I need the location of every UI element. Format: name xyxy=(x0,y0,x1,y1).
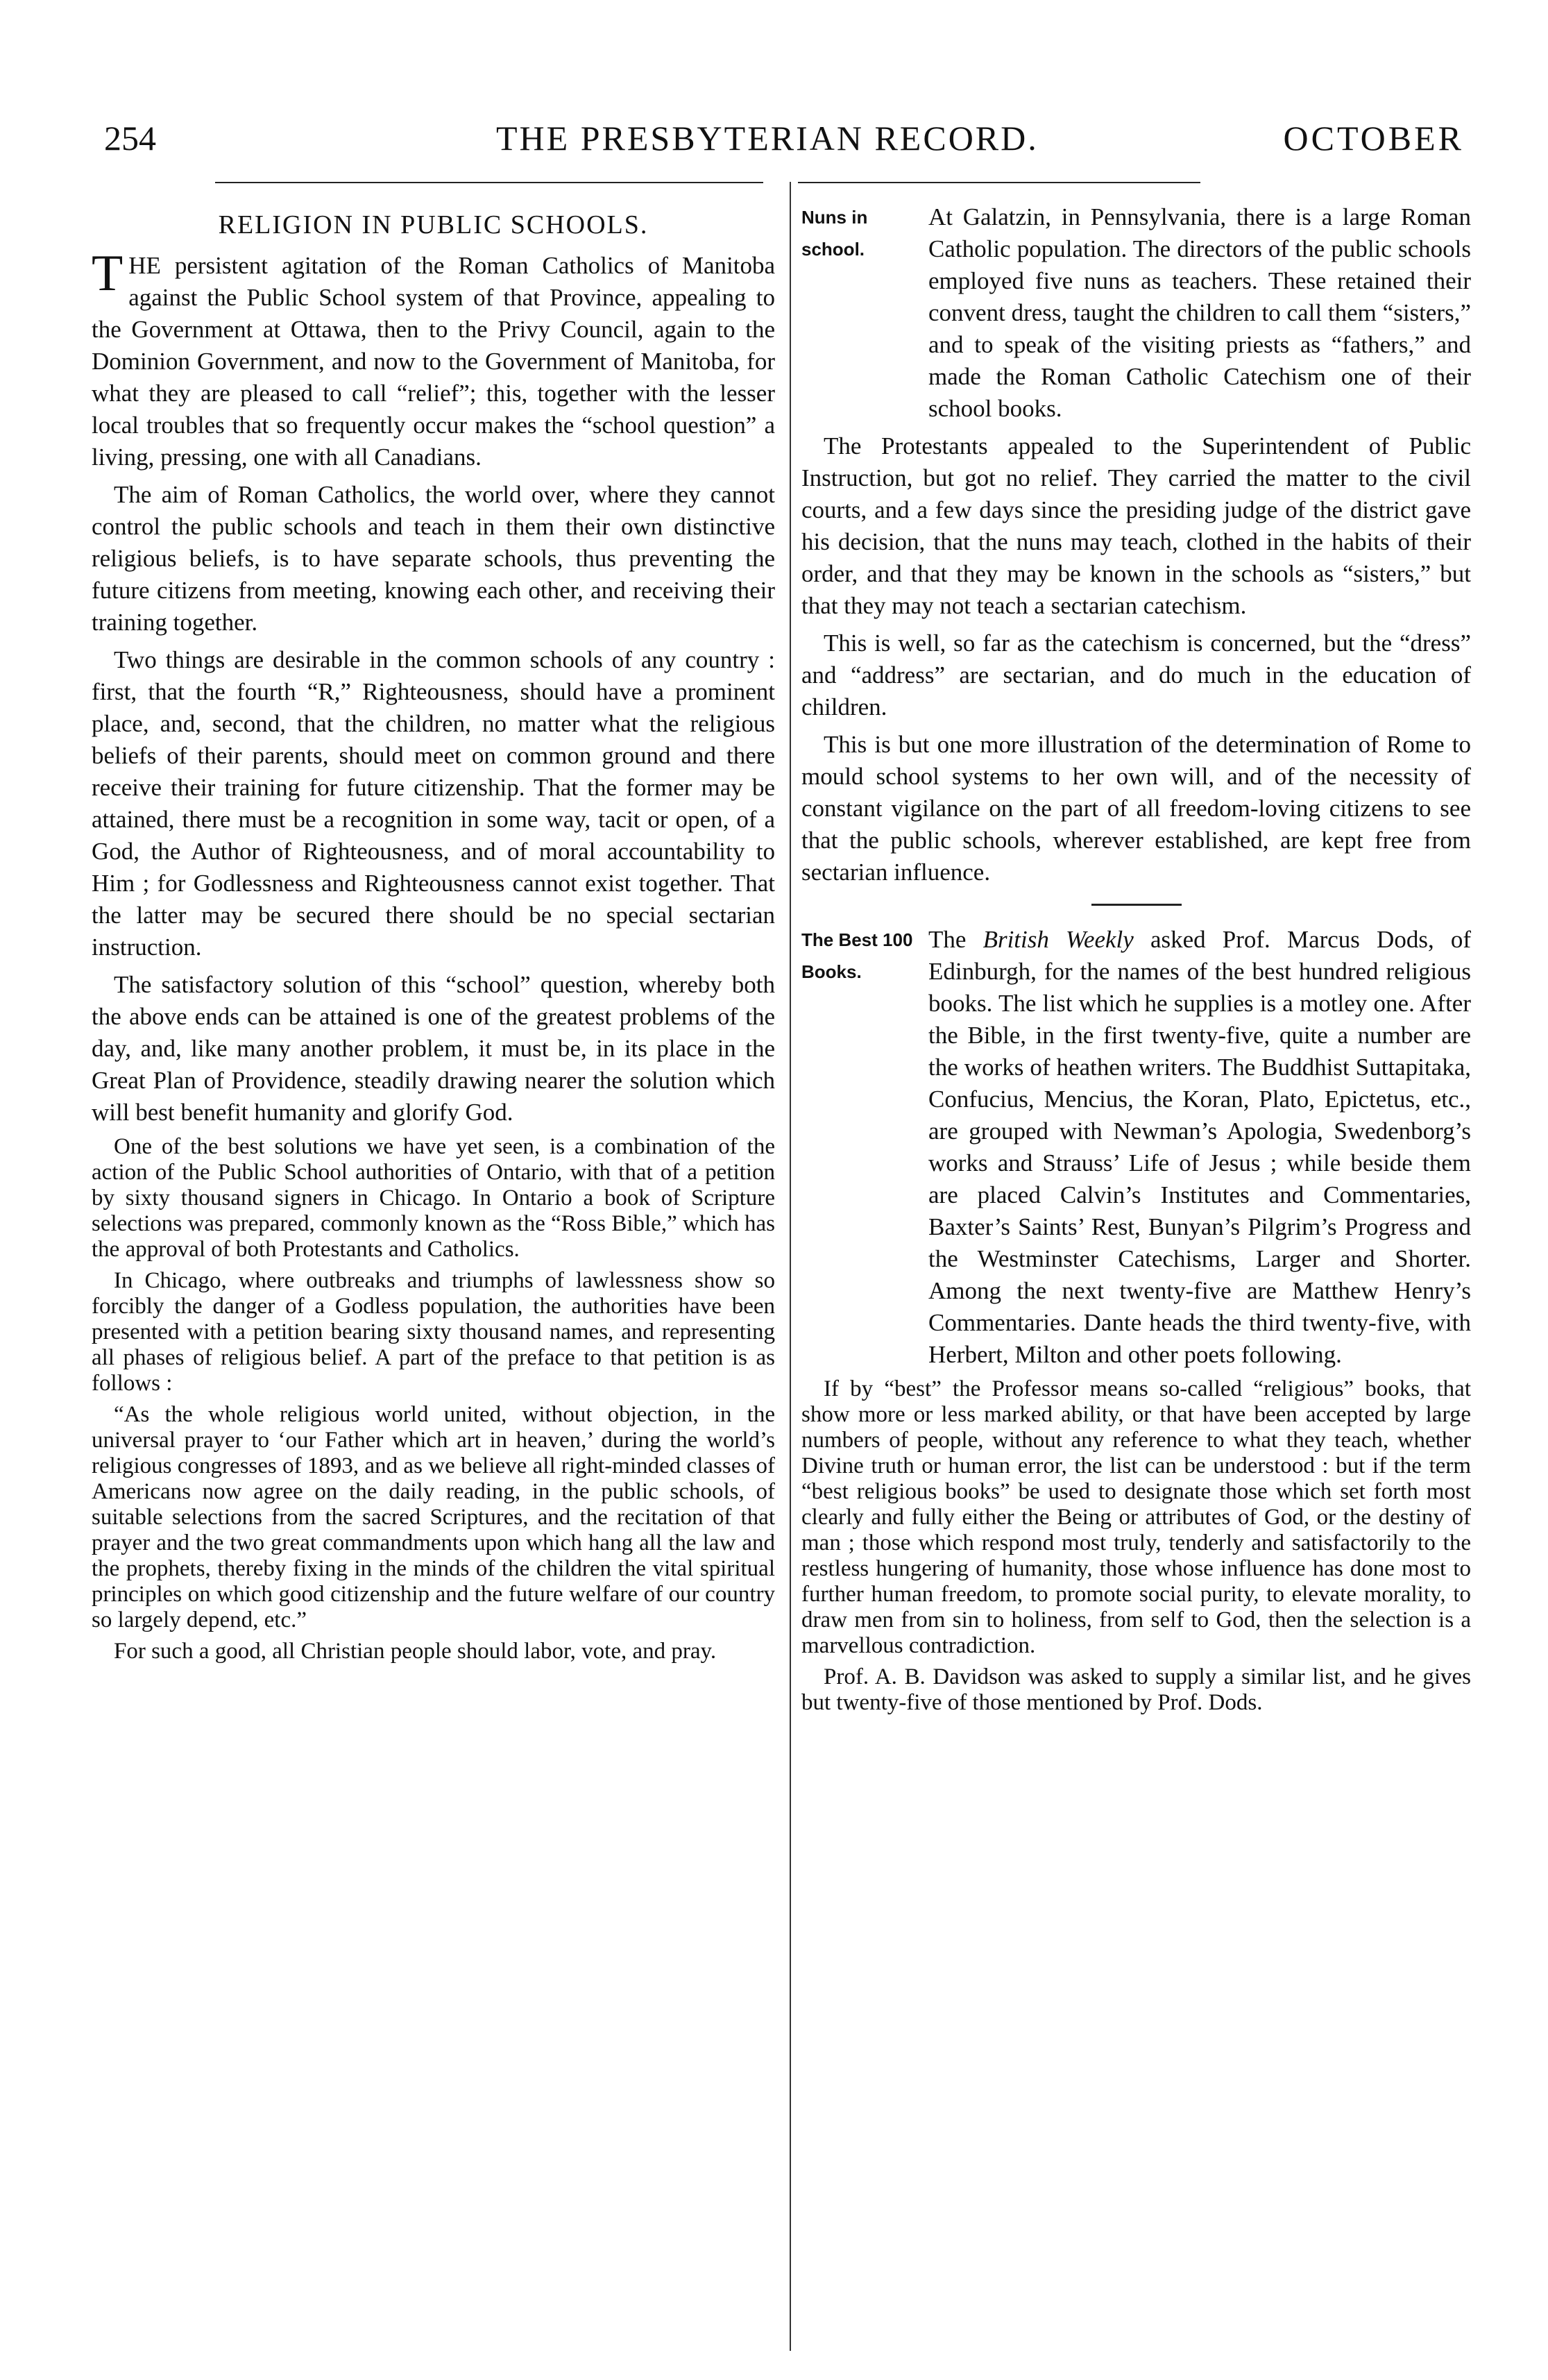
books-section xyxy=(801,924,1471,1376)
header-month: OCTOBER xyxy=(1283,119,1464,158)
petition-quote: “As the whole religious world united, without objection, in the universal prayer to ‘our Father which art in heaven,’ during the world’s religious congresses of 1893, and as we believe all right-minded classes of Americans now agree on the daily reading, in the public schools, of suitable selections from the sacred Scriptures, and the recitation of that prayer and the two great commandments upon which hang all the law and the prophets, thereby fixing in the minds of the children the vital spiritual principles on which good citizenship and the future welfare of our country so largely depend, etc.” xyxy=(92,1402,775,1632)
nuns-section xyxy=(801,201,1471,430)
paragraph-solution: The satisfactory solution of this “school” question, whereby both the above ends can be attained is one of the greatest problems of the day, and, like many another problem, it must be, in its place in the Great Plan of Providence, steadily drawing nearer the solution which will best benefit humanity and glorify God. xyxy=(92,971,775,1126)
page-number: 254 xyxy=(104,119,156,158)
books-paragraph-1-text: asked Prof. Marcus Dods, of Edinburgh, for the names of the best hundred religious books. The list which he supplies is a motley one. After the Bible, in the first twenty-five, quite a number are the works of heathen writers. The Buddhist Suttapitaka, Confucius, Mencius, the Koran, Plato, Epictetus, etc., are grouped with Newman’s Apologia, Swedenborg’s works and Strauss’ Life of Jesus ; while beside them are placed Calvin’s Institutes and Commentaries, Baxter’s Saints’ Rest, Bunyan’s Pilgrim’s Progress and the Westminster Catechisms, Larger and Shorter. Among the next twenty-five are Matthew Henry’s Commentaries. Dante heads the third twenty-five, with Herbert, Milton and other poets following. xyxy=(928,926,1471,1368)
nuns-paragraph-2: The Protestants appealed to the Superintendent of Public Instruction, but got no relief. They carried the matter to the civil courts, and a few days since the presiding judge of the district gave his decision, that the nuns may teach, clothed in the habits of their order, and that they may be known in the schools as “sisters,” but that they may not teach a sectarian catechism. xyxy=(801,432,1471,619)
paragraph-two-things: Two things are desirable in the common schools of any country : first, that the fourth “R,” Righteousness, should have a prominent place, and, second, that the children, no matter what the religious beliefs of their parents, should meet on common ground and there receive their training for future citizenship. That the former may be attained, there must be a recognition in some way, tacit or open, of a God, the Author of Righteousness, and of moral accountability to Him ; for Godlessness and Righteousness cannot exist together. That the latter may be secured there should be no special sectarian instruction. xyxy=(92,646,775,961)
books-paragraph-1 xyxy=(928,924,1471,1371)
books-paragraph-3: Prof. A. B. Davidson was asked to supply a similar list, and he gives but twenty-five of those mentioned by Prof. Dods. xyxy=(801,1664,1471,1715)
right-column xyxy=(801,201,1471,1721)
header-rule-right xyxy=(798,182,1200,183)
paragraph-closing: For such a good, all Christian people should labor, vote, and pray. xyxy=(114,1639,717,1664)
running-title: THE PRESBYTERIAN RECORD. xyxy=(496,119,1039,158)
nuns-paragraph-4: This is but one more illustration of the determination of Rome to mould school systems to her own will, and of the necessity of constant vigilance on the part of all freedom-loving citizens to see that the public schools, wherever established, are kept free from sectarian influence. xyxy=(801,731,1471,886)
section-separator xyxy=(1091,904,1182,906)
paragraph-aim: The aim of Roman Catholics, the world over, where they cannot control the public schools and teach in them their own distinctive religious beliefs, is to have separate schools, thus preventing the future citizens from meeting, knowing each other, and receiving their training together. xyxy=(92,481,775,636)
paragraph-ontario: One of the best solutions we have yet seen, is a combination of the action of the Public School authorities of Ontario, with that of a petition by sixty thousand signers in Chicago. In Ontario a book of Scripture selections was prepared, commonly known as the “Ross Bible,” which has the approval of both Protestants and Catholics. xyxy=(92,1134,775,1262)
paragraph-intro xyxy=(92,245,775,473)
drop-cap: T xyxy=(92,245,124,302)
nuns-paragraph-1: At Galatzin, in Pennsylvania, there is a large Roman Catholic population. The directors of the public schools employed five nuns as teachers. These retained their convent dress, taught the children to call them “sisters,” and to speak of the visiting priests as “fathers,” and made the Roman Catholic Catechism one of their school books. xyxy=(928,203,1471,422)
british-weekly-title: British Weekly xyxy=(983,926,1134,953)
books-paragraph-2: If by “best” the Professor means so-called “religious” books, that show more or less marked ability, or that have been accepted by large numbers of people, without any reference to what they teach, whether Divine truth or human error, the list can be understood : but if the term “best religious books” be used to designate those which set forth most clearly and fully either the Being or attributes of God, or the destiny of man ; those which respond most truly, tenderly and satisfactorily to the restless hungering of humanity, those whose influence has done most to further human freedom, to promote social purity, to elevate morality, to draw men from sin to holiness, from self to God, then the selection is a marvellous contradiction. xyxy=(801,1376,1471,1658)
left-column xyxy=(92,201,775,1670)
paragraph-chicago: In Chicago, where outbreaks and triumphs of lawlessness show so forcibly the danger of a Godless population, the authorities have been presented with a petition bearing sixty thousand names, and representing all phases of religious belief. A part of the preface to that petition is as follows : xyxy=(92,1268,775,1396)
header-rule-left xyxy=(215,182,763,183)
article-title: RELIGION IN PUBLIC SCHOOLS. xyxy=(218,210,649,239)
paragraph-intro-text: HE persistent agitation of the Roman Catholics of Manitoba against the Public School system of that Province, appealing to the Government at Ottawa, then to the Privy Council, again to the Dominion Government, and now to the Government of Manitoba, for what they are pleased to call “relief”; this, together with the lesser local troubles that so frequently occur makes the “school question” a living, pressing, one with all Canadians. xyxy=(92,252,775,471)
side-heading-books: The Best 100 Books. xyxy=(801,929,913,982)
page-header xyxy=(104,118,1464,167)
nuns-paragraph-3: This is well, so far as the catechism is concerned, but the “dress” and “address” are sectarian, and do much in the education of children. xyxy=(801,630,1471,720)
side-heading-nuns: Nuns in school. xyxy=(801,207,868,260)
books-paragraph-1-lead: The xyxy=(928,926,983,953)
column-divider xyxy=(790,182,791,2351)
